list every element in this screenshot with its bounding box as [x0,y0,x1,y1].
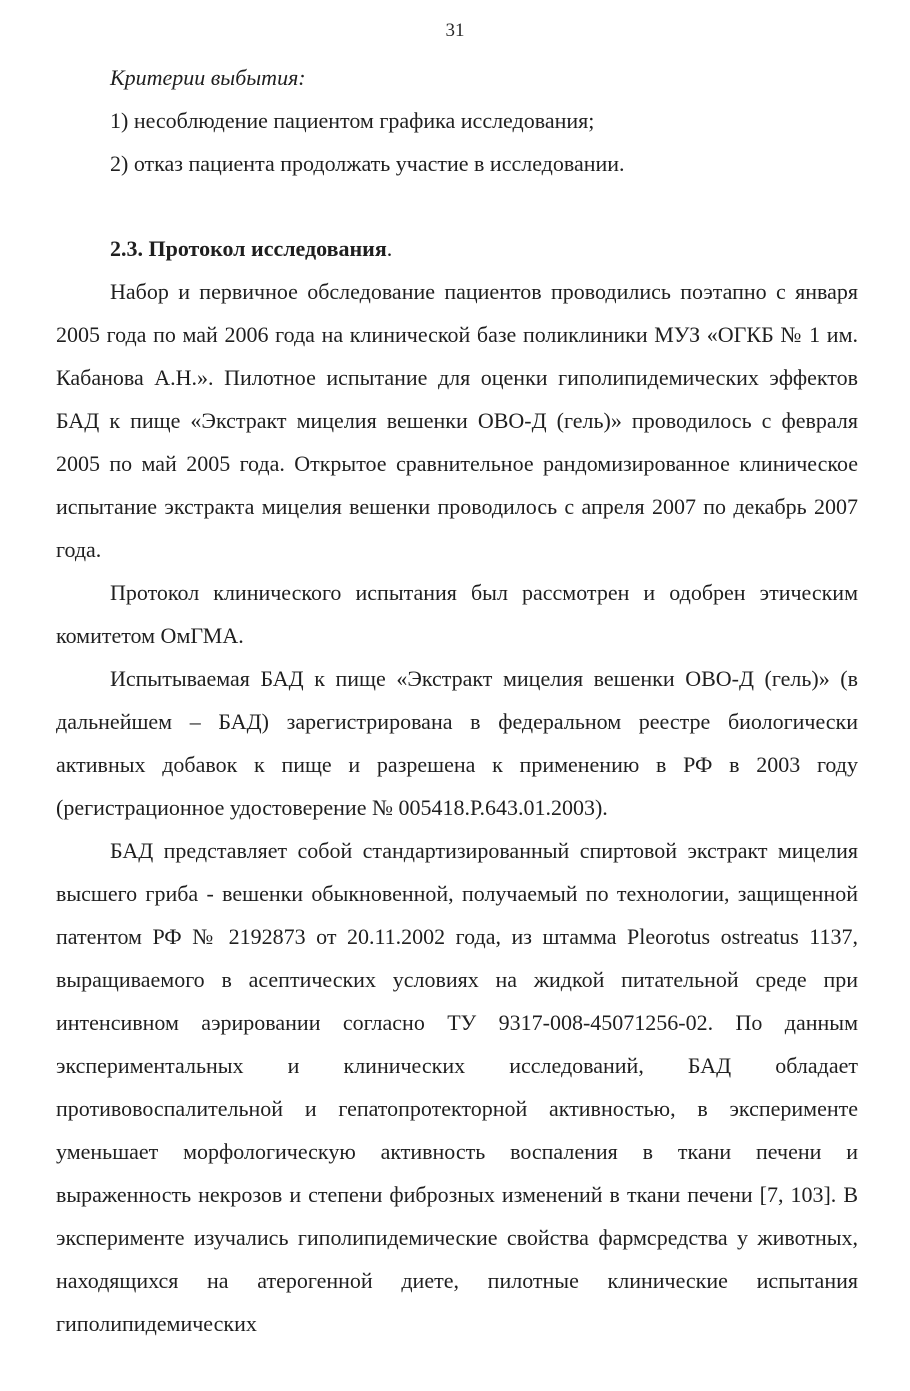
section-heading-text: 2.3. Протокол исследования [110,236,387,261]
criteria-item: 1) несоблюдение пациентом графика исследования; [110,108,595,133]
section-heading-period: . [386,236,393,261]
criteria-title: Критерии выбытия: [110,65,306,90]
page-number: 31 [445,20,465,41]
paragraph: Протокол клинического испытания был рассмотрен и одобрен этическим комитетом ОмГМА. [56,580,858,648]
paragraph: БАД представляет собой стандартизированный спиртовой экстракт мицелия высшего гриба - вешенки обыкновенной, получаемый по технологии, защищенной патентом РФ № 2192873 от 20.11.2002 года, из штамма Pleorotus ostreatus 1137, выращиваемого в асептических условиях на жидкой питательной среде при интенсивном аэрировании согласно ТУ 9317-008-45071256-02. По данным экспериментальных и клинических исследований, БАД обладает противовоспалительной и гепатопротекторной активностью, в эксперименте уменьшает морфологическую активность воспаления в ткани печени и выраженность некрозов и степени фиброзных изменений в ткани печени [7, 103]. В эксперименте изучались гиполипидемические свойства фармсредства у животных, находящихся на атерогенной диете, пилотные клинические испытания гиполипидемических [56,838,858,1336]
paragraph: Испытываемая БАД к пище «Экстракт мицелия вешенки ОВО-Д (гель)» (в дальнейшем – БАД) зарегистрирована в федеральном реестре биологически активных добавок к пище и разрешена к применению в РФ в 2003 году (регистрационное удостоверение № 005418.Р.643.01.2003). [56,666,858,820]
section-spacer [56,185,858,227]
paragraph: Набор и первичное обследование пациентов проводились поэтапно с января 2005 года по май 2006 года на клинической базе поликлиники МУЗ «ОГКБ № 1 им. Кабанова А.Н.». Пилотное испытание для оценки гиполипидемических эффектов БАД к пище «Экстракт мицелия вешенки ОВО-Д (гель)» проводилось с февраля 2005 по май 2005 года. Открытое сравнительное рандомизированное клиническое испытание экстракта мицелия вешенки проводилось с апреля 2007 по декабрь 2007 года. [56,279,858,562]
page-content [56,56,858,1345]
section-heading [56,227,858,270]
criteria-item: 2) отказ пациента продолжать участие в исследовании. [110,151,625,176]
